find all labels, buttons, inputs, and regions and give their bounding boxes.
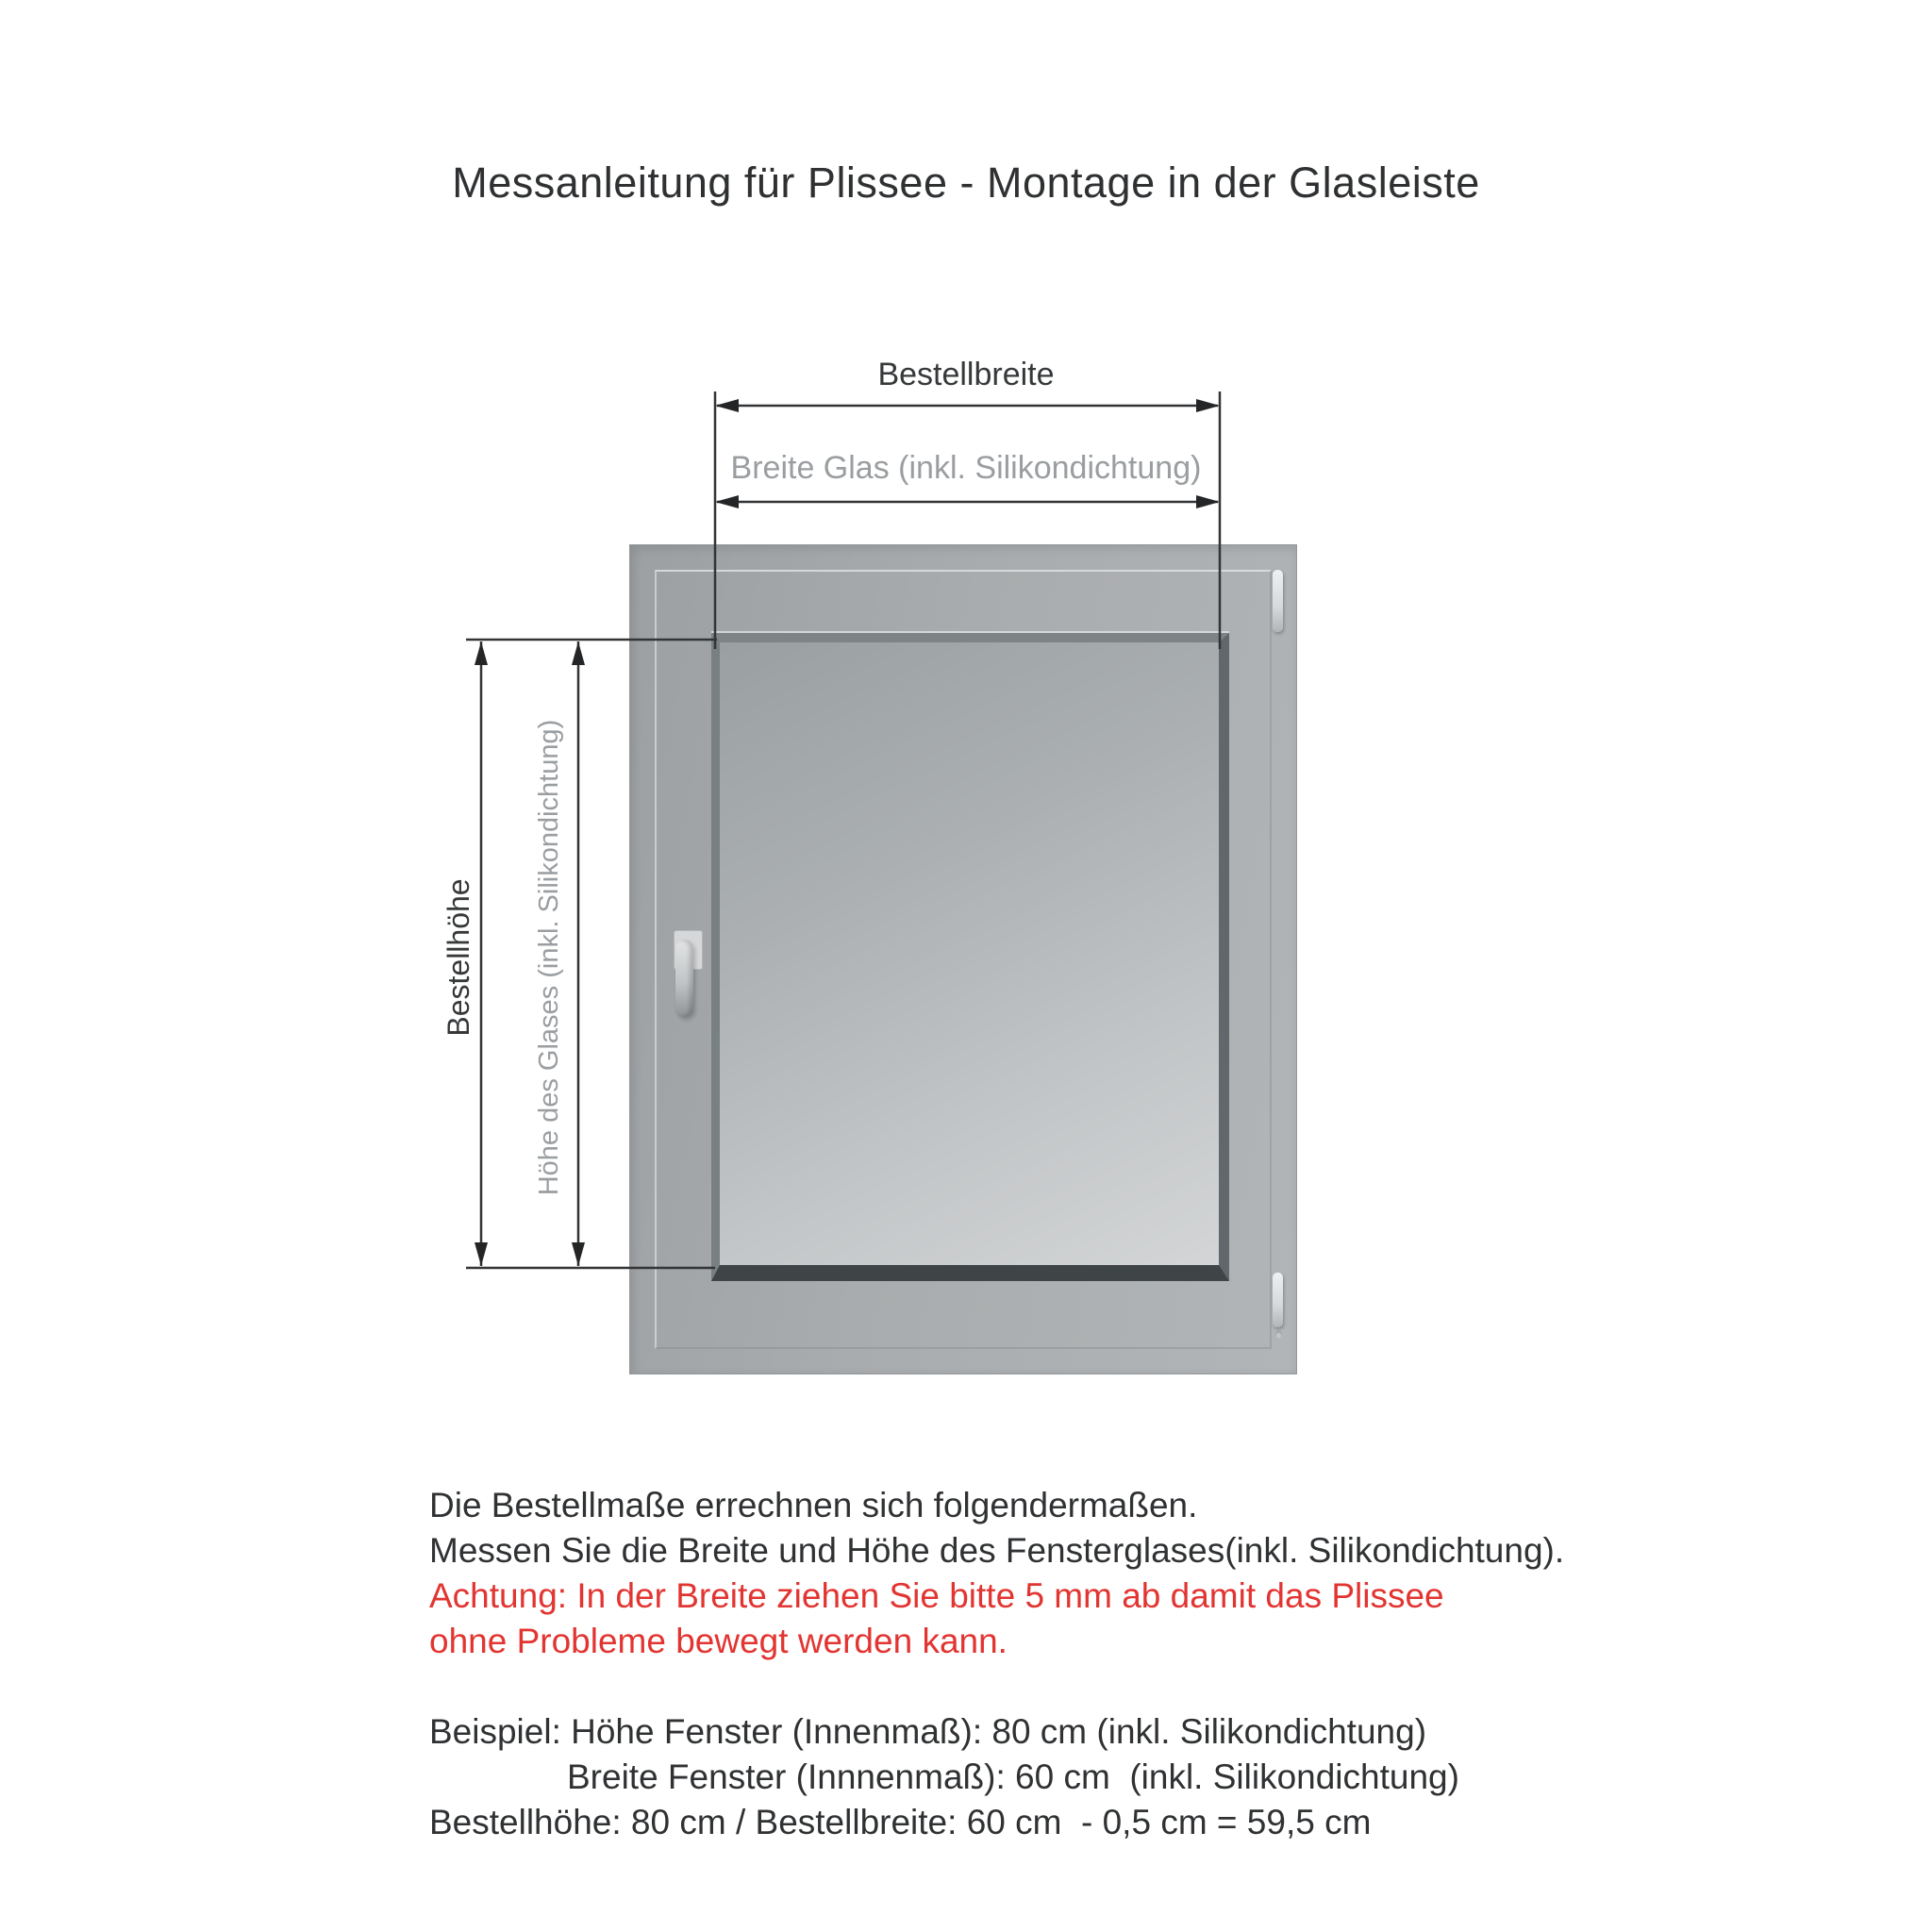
hoehe-glas-dimension-arrow bbox=[572, 641, 585, 1266]
example-line-2: Breite Fenster (Innnenmaß): 60 cm (inkl. Silikondichtung) bbox=[567, 1757, 1459, 1796]
breite-glas-label: Breite Glas (inkl. Silikondichtung) bbox=[730, 450, 1202, 486]
instruction-line-2: Messen Sie die Breite und Höhe des Fensterglases(inkl. Silikondichtung). bbox=[429, 1531, 1565, 1570]
breite-glas-dimension-arrow bbox=[715, 495, 1220, 508]
warning-line-1: Achtung: In der Breite ziehen Sie bitte 5 mm ab damit das Plissee bbox=[429, 1576, 1444, 1615]
page-title: Messanleitung für Plissee - Montage in der Glasleiste bbox=[452, 158, 1480, 207]
bestellbreite-label: Bestellbreite bbox=[877, 357, 1055, 392]
text-spacer bbox=[429, 1664, 1564, 1709]
example-line-1: Beispiel: Höhe Fenster (Innenmaß): 80 cm (inkl. Silikondichtung) bbox=[429, 1712, 1427, 1751]
warning-line-2: ohne Probleme bewegt werden kann. bbox=[429, 1622, 1008, 1660]
example-line-3: Bestellhöhe: 80 cm / Bestellbreite: 60 cm - 0,5 cm = 59,5 cm bbox=[429, 1803, 1372, 1841]
bestellbreite-dimension-arrow bbox=[715, 399, 1220, 412]
instruction-line-1: Die Bestellmaße errechnen sich folgendermaßen. bbox=[429, 1486, 1198, 1524]
instruction-text-block bbox=[429, 1483, 1564, 1845]
width-extension-lines bbox=[715, 391, 1220, 649]
hoehe-glas-label: Höhe des Glases (inkl. Silikondichtung) bbox=[534, 719, 564, 1196]
bestellhoehe-label: Bestellhöhe bbox=[441, 878, 475, 1037]
height-extension-lines bbox=[466, 640, 717, 1268]
